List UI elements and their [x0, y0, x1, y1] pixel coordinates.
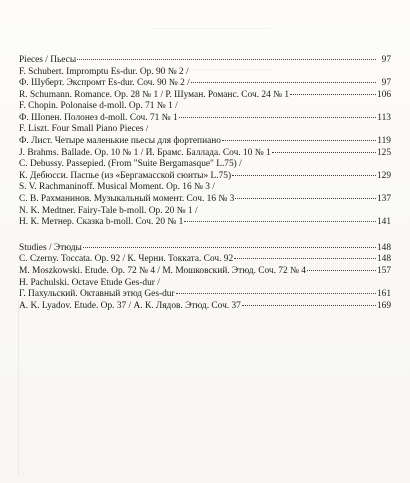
dot-leader — [272, 152, 376, 153]
dot-leader — [290, 94, 376, 95]
dot-leader — [307, 270, 376, 271]
dot-leader — [83, 247, 376, 248]
dot-leader — [242, 305, 376, 306]
toc-entry: H. Pachulski. Octave Etude Ges-dur / — [19, 277, 160, 288]
toc-entry: J. Brahms. Ballade. Op. 10 № 1 / Й. Брамс. Баллада. Соч. 10 № 1 125 — [19, 147, 391, 158]
dot-leader — [176, 293, 376, 294]
dot-leader — [184, 221, 376, 222]
toc-entry: Ф. Лист. Четыре маленькие пьесы для фортепиано 119 — [19, 136, 391, 147]
dot-leader — [222, 140, 376, 141]
toc-entry: F. Liszt. Four Small Piano Pieces / — [19, 124, 149, 135]
dot-leader — [232, 175, 376, 176]
dot-leader — [179, 117, 376, 118]
table-of-contents — [19, 55, 391, 312]
toc-entry: К. Дебюсси. Паспье (из «Бергамасской сюиты» L.75) 129 — [19, 170, 391, 181]
toc-entry: Ф. Шопен. Полонез d-moll. Соч. 71 № 1 113 — [19, 112, 391, 123]
toc-entry: A. K. Lyadov. Etude. Op. 37 / А. К. Лядов. Этюд. Соч. 37 169 — [19, 300, 391, 311]
faded-margin-ornament — [18, 300, 53, 475]
toc-entry: M. Moszkowski. Etude. Op. 72 № 4 / М. Мошковский. Этюд. Соч. 72 № 4 157 — [19, 265, 391, 276]
toc-entry: N. K. Medtner. Fairy-Tale b-moll. Op. 20 № 1 / — [19, 205, 198, 216]
section-title-pieces: Pieces / Пьесы 97 — [19, 55, 391, 65]
dot-leader — [235, 198, 376, 199]
toc-entry: С. В. Рахманинов. Музыкальный момент. Соч. 16 № 3 137 — [19, 194, 391, 205]
toc-entry: R. Schumann. Romance. Op. 28 № 1 / Р. Шуман. Романс. Соч. 24 № 1 106 — [19, 89, 391, 100]
toc-entry: C. Debussy. Passepied. (From "Suite Bergamasque" L.75) / — [19, 159, 242, 170]
toc-entry: Ф. Шуберт. Экспромт Es-dur. Соч. 90 № 2 / 97 — [19, 78, 391, 89]
toc-entry: F. Schubert. Impromptu Es-dur. Op. 90 № 2 / — [19, 66, 189, 77]
toc-entry: C. Czerny. Toccata. Op. 92 / К. Черни. Токката. Соч. 92 148 — [19, 254, 391, 265]
toc-entry: S. V. Rachmaninoff. Musical Moment. Op. 16 № 3 / — [19, 182, 215, 193]
section-title-studies: Studies / Этюды 148 — [19, 242, 391, 253]
dot-leader — [77, 59, 376, 60]
dot-leader — [234, 258, 376, 259]
toc-entry: Н. К. Метнер. Сказка b-moll. Соч. 20 № 1 141 — [19, 217, 391, 228]
toc-entry: Г. Пахульский. Октавный этюд Ges-dur 161 — [19, 289, 391, 300]
toc-entry: F. Chopin. Polonaise d-moll. Op. 71 № 1 / — [19, 101, 178, 112]
dot-leader — [191, 82, 376, 83]
